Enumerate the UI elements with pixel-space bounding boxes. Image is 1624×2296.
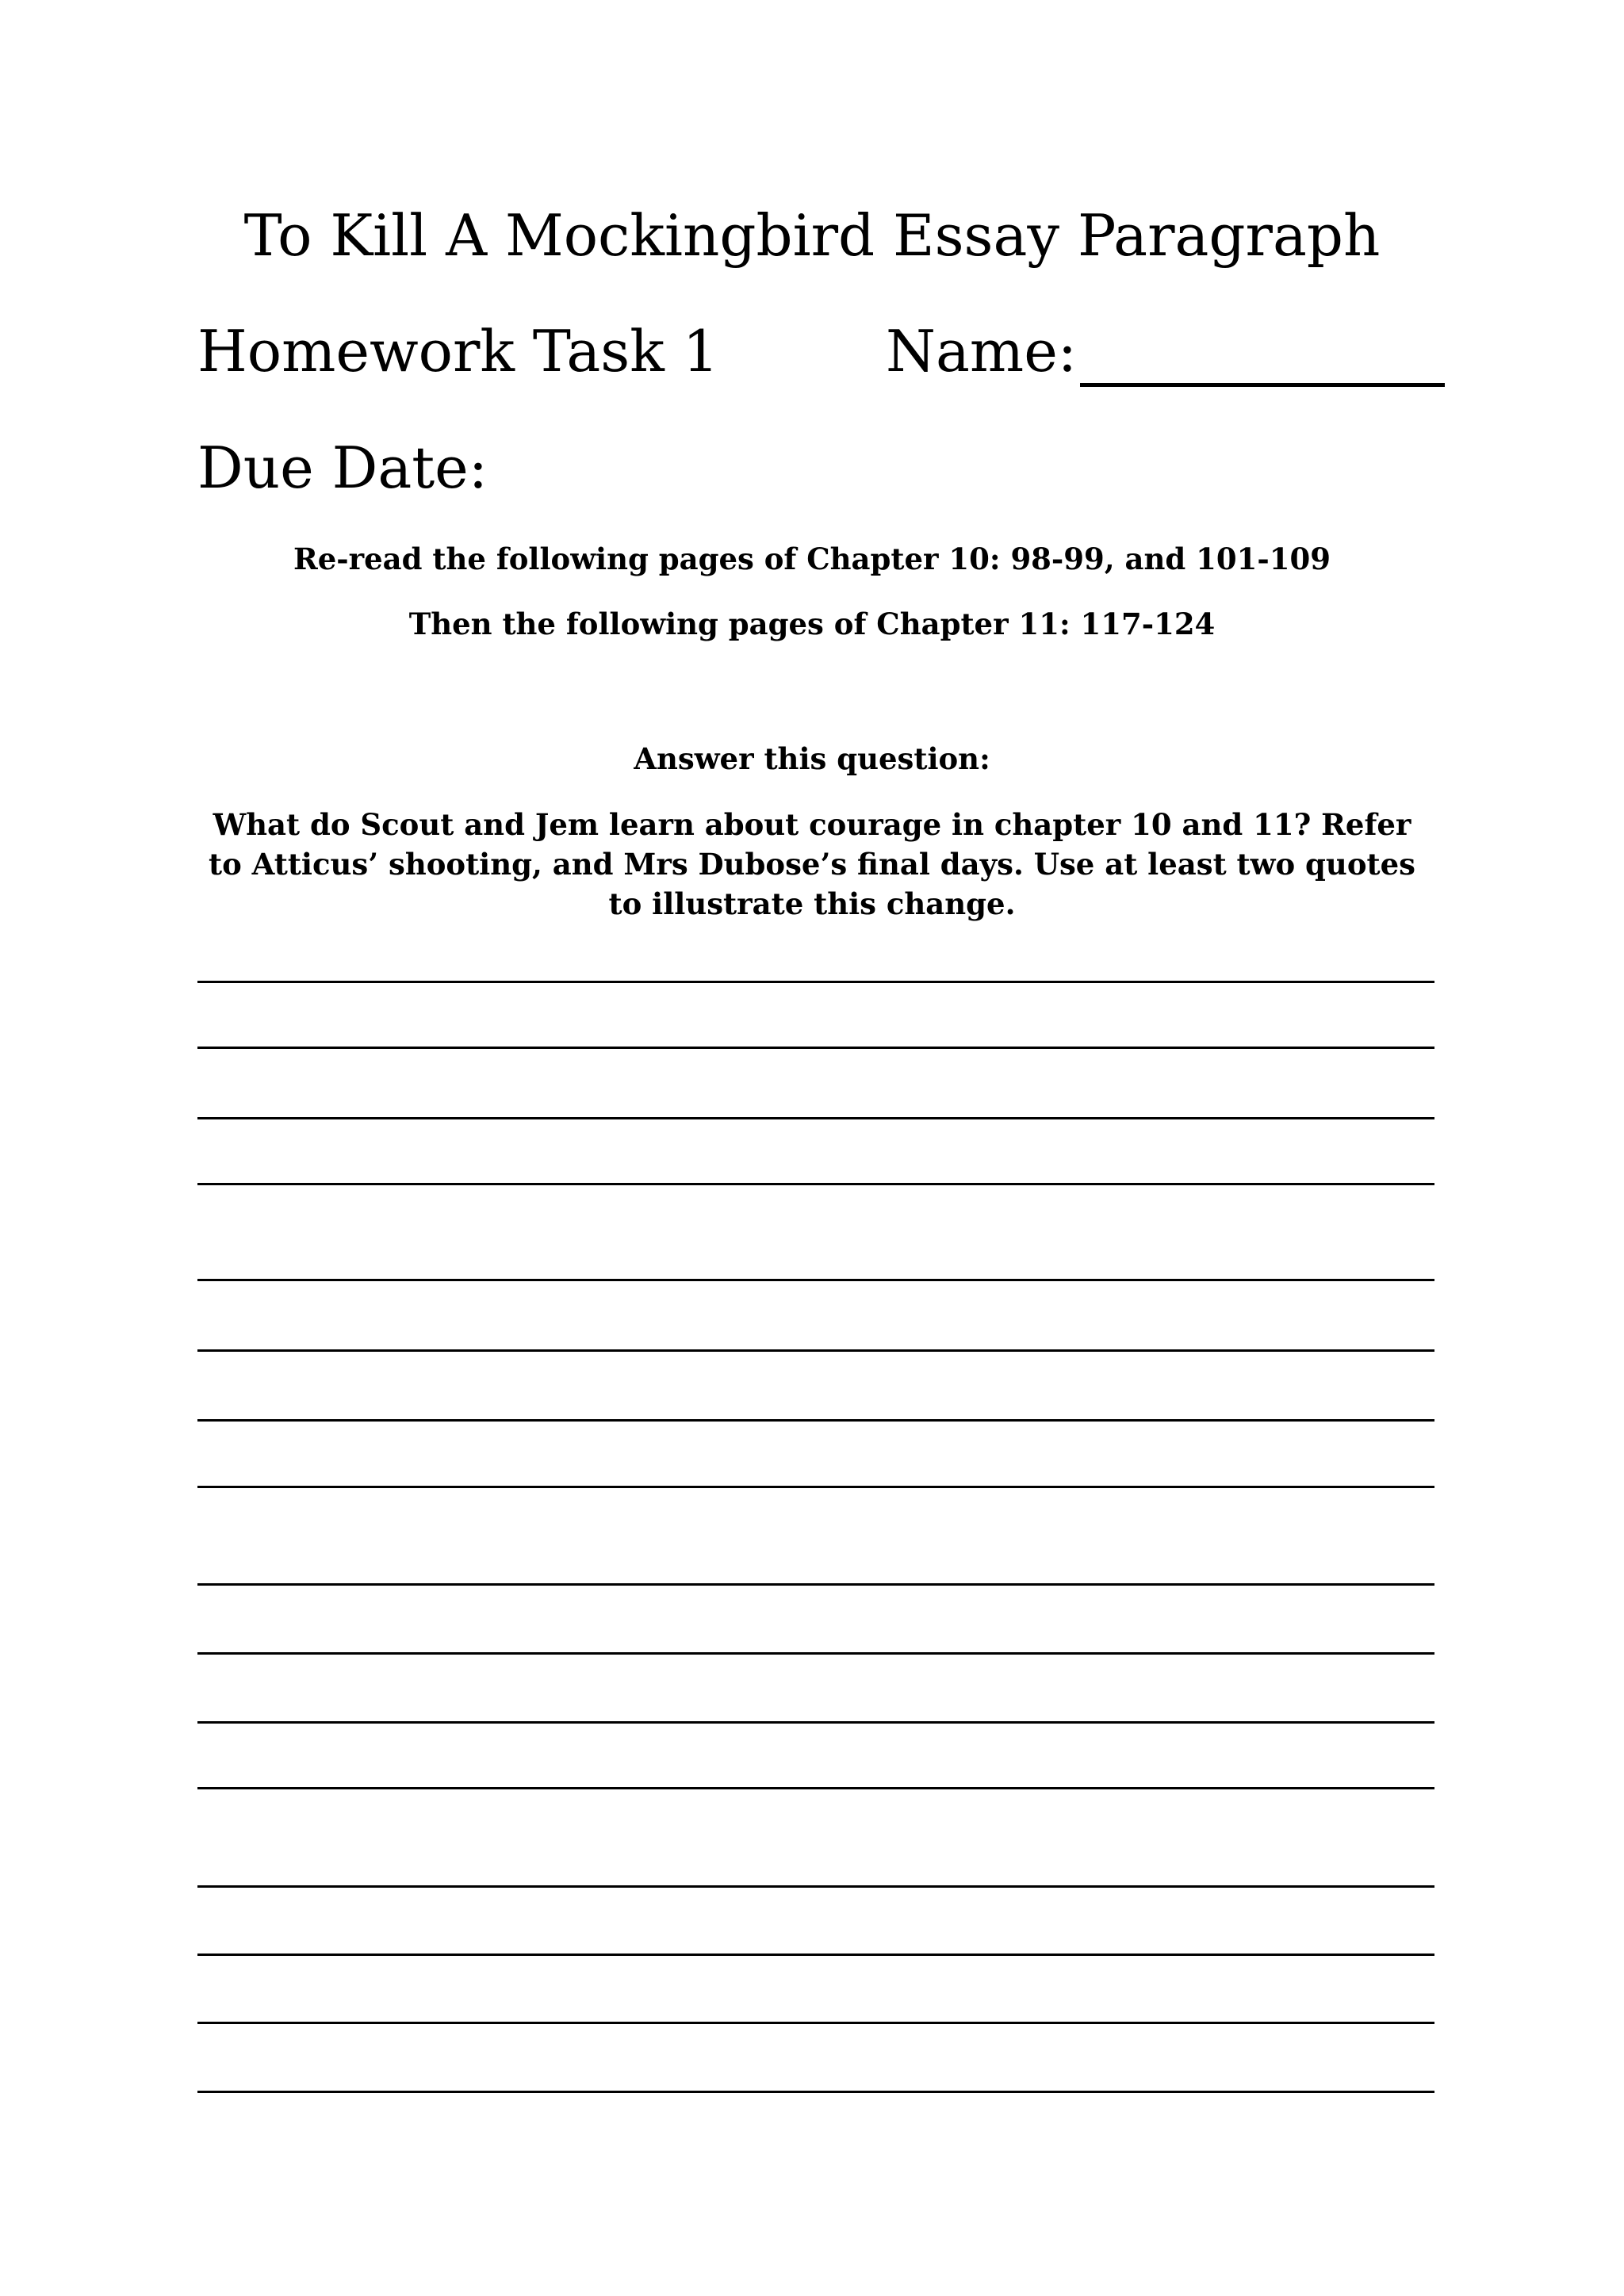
answer-line[interactable] xyxy=(197,1349,1434,1352)
due-date-label: Due Date: xyxy=(197,434,488,501)
page-title: To Kill A Mockingbird Essay Paragraph xyxy=(243,202,1381,269)
answer-line[interactable] xyxy=(197,1279,1434,1281)
chapter-11-instruction: Then the following pages of Chapter 11: 117-124 xyxy=(408,607,1216,641)
answer-line[interactable] xyxy=(197,1885,1434,1888)
answer-line[interactable] xyxy=(197,1721,1434,1724)
answer-line[interactable] xyxy=(197,1583,1434,1586)
answer-line[interactable] xyxy=(197,1419,1434,1422)
answer-line[interactable] xyxy=(197,1183,1434,1185)
answer-line[interactable] xyxy=(197,981,1434,983)
answer-line[interactable] xyxy=(197,1047,1434,1049)
answer-line[interactable] xyxy=(197,2091,1434,2093)
answer-line[interactable] xyxy=(197,1486,1434,1488)
answer-heading: Answer this question: xyxy=(634,741,990,776)
answer-lines-area[interactable] xyxy=(197,0,1434,2296)
essay-question: What do Scout and Jem learn about courage in chapter 10 and 11? Refer to Atticus’ shooting, and Mrs Dubose’s final days. Use at least two quotes to illustrate this change. xyxy=(209,807,1415,921)
answer-line[interactable] xyxy=(197,2022,1434,2024)
reread-instruction: Re-read the following pages of Chapter 10: 98-99, and 101-109 xyxy=(293,541,1331,576)
answer-line[interactable] xyxy=(197,1787,1434,1789)
answer-line[interactable] xyxy=(197,1954,1434,1956)
homework-label: Homework Task 1 xyxy=(197,318,719,385)
answer-line[interactable] xyxy=(197,1117,1434,1119)
name-label: Name: xyxy=(886,318,1078,385)
answer-line[interactable] xyxy=(197,1652,1434,1655)
